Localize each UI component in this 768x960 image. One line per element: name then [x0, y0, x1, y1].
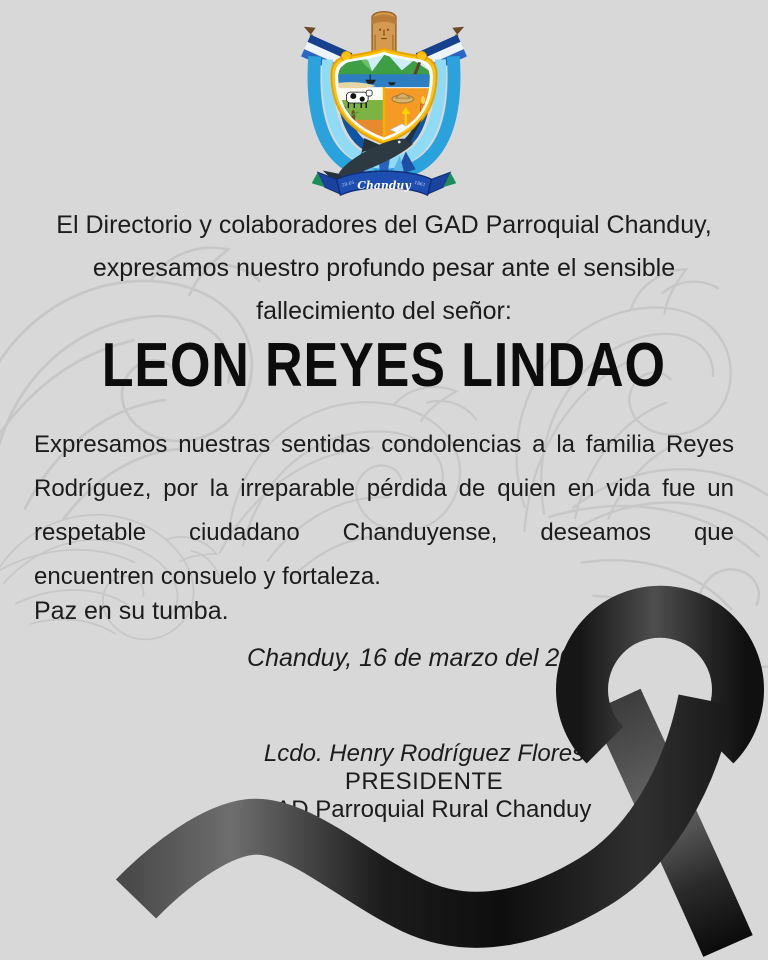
intro-line: expresamos nuestro profundo pesar ante el sensible	[92, 254, 676, 282]
banner-name-label: Chanduy	[357, 179, 411, 193]
condolence-line: Rodríguez, por la irreparable pérdida de quien en vida fue un	[34, 475, 734, 502]
condolence-text	[34, 423, 734, 599]
signature-name: Lcdo. Henry Rodríguez Flores	[263, 740, 585, 767]
signature-block	[80, 740, 768, 824]
deceased-name	[0, 330, 768, 401]
deceased-name-label: LEON REYES LINDAO	[101, 331, 667, 400]
intro-line: fallecimiento del señor:	[256, 297, 512, 325]
farewell-text: Paz en su tumba.	[34, 597, 229, 625]
banner-date-left: 29-05	[341, 180, 356, 189]
intro-text	[26, 204, 742, 333]
condolence-line: encuentren consuelo y fortaleza.	[34, 563, 381, 590]
signature-title: PRESIDENTE	[344, 768, 504, 795]
signature-organization: GAD Parroquial Rural Chanduy	[256, 796, 592, 823]
condolence-line: respetable ciudadano Chanduyense, deseamos que	[34, 519, 734, 546]
condolence-line: Expresamos nuestras sentidas condolencias a la familia Reyes	[34, 431, 734, 458]
intro-line: El Directorio y colaboradores del GAD Parroquial Chanduy,	[56, 211, 712, 239]
shield-icon	[330, 49, 439, 146]
date-line: Chanduy, 16 de marzo del 2024	[247, 644, 601, 672]
banner-date-right: 1861	[413, 180, 426, 189]
chanduy-coat-of-arms	[283, 5, 485, 203]
